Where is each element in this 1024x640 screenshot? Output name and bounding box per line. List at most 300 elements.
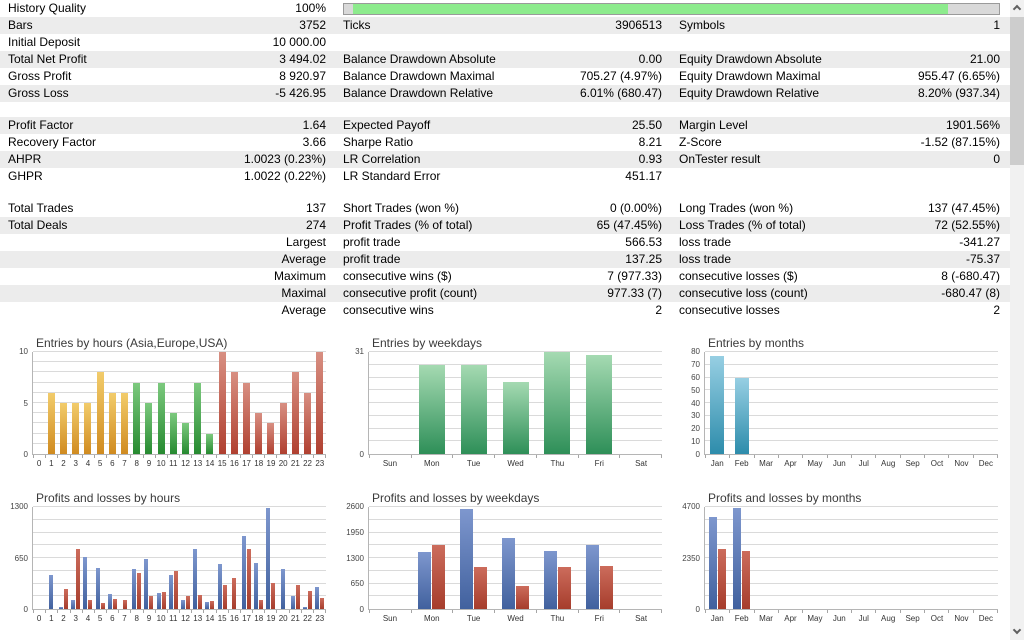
- x-tick-label: 13: [193, 459, 203, 468]
- bar-slot: [289, 352, 301, 454]
- stat-cell: [0, 17, 336, 34]
- stat-label: Profit Factor: [8, 118, 74, 132]
- bars-layer: [705, 507, 998, 609]
- x-axis-labels: [705, 613, 998, 624]
- stats-table: [0, 0, 1010, 319]
- y-tick-label: 10: [691, 437, 700, 447]
- x-tick-label: Feb: [734, 459, 749, 468]
- x-tick-label: 1: [49, 459, 54, 468]
- x-tick-label: Thu: [550, 459, 565, 468]
- stat-value: -341.27: [959, 235, 1000, 249]
- stat-cell: [336, 151, 672, 168]
- bar-slot: [179, 352, 191, 454]
- bar-slot: [900, 352, 924, 454]
- table-row: [0, 251, 1010, 268]
- stat-value: 0: [993, 152, 1000, 166]
- bar: [169, 575, 173, 609]
- stat-label: [672, 168, 679, 185]
- x-tick-label: 19: [266, 459, 276, 468]
- bars-layer: [33, 507, 326, 609]
- bar-slot: [852, 507, 876, 609]
- x-tick-label: Dec: [978, 614, 993, 623]
- plot-area: [368, 352, 662, 455]
- bar-slot: [155, 507, 167, 609]
- stat-label: GHPR: [8, 169, 43, 183]
- charts-grid: [0, 330, 1010, 640]
- x-tick-label: 18: [254, 614, 264, 623]
- progress-bar: [343, 3, 1000, 15]
- stat-cell: [336, 234, 672, 251]
- stat-label: consecutive losses: [679, 303, 780, 317]
- bar: [266, 508, 270, 609]
- bars-layer: [369, 352, 662, 454]
- chart-title: Entries by hours (Asia,Europe,USA): [36, 336, 228, 350]
- y-axis-labels: [336, 347, 368, 459]
- bar: [210, 601, 214, 609]
- stat-label: Expected Payoff: [343, 118, 431, 132]
- y-tick-label: 10: [19, 347, 28, 356]
- bar-slot: [411, 352, 453, 454]
- y-tick-label: 650: [350, 579, 364, 589]
- bar: [254, 563, 258, 609]
- x-tick-label: Sep: [905, 614, 920, 623]
- x-tick-label: 17: [242, 459, 251, 468]
- stat-cell: [336, 117, 672, 134]
- y-tick-label: 2600: [346, 502, 364, 511]
- stat-cell: [672, 168, 1010, 185]
- bar: [218, 564, 222, 609]
- bar: [303, 607, 307, 609]
- chart-entries-by-weekdays: [336, 330, 672, 485]
- bar: [113, 599, 117, 609]
- bar-slot: [277, 507, 289, 609]
- bar-slot: [240, 352, 252, 454]
- y-tick-label: 60: [691, 372, 700, 382]
- bar: [198, 595, 202, 609]
- bar: [181, 600, 185, 609]
- bar-slot: [778, 507, 802, 609]
- stat-value: 137.25: [625, 252, 662, 266]
- bar-slot: [216, 352, 228, 454]
- bar-slot: [729, 352, 753, 454]
- bar: [544, 352, 570, 454]
- bar-slot: [536, 352, 578, 454]
- x-tick-label: Sep: [905, 459, 920, 468]
- stat-value: 1: [993, 18, 1000, 32]
- stat-cell: [0, 134, 336, 151]
- x-tick-label: Nov: [954, 459, 969, 468]
- stat-cell: [336, 85, 672, 102]
- stat-label: Margin Level: [679, 118, 748, 132]
- stat-value: [679, 34, 1010, 51]
- bar-slot: [131, 507, 143, 609]
- stat-cell: [672, 217, 1010, 234]
- bar: [72, 403, 79, 454]
- bar-slot: [314, 352, 326, 454]
- plot-area: [704, 507, 998, 610]
- bar-slot: [369, 507, 411, 609]
- stat-value: 6.01% (680.47): [579, 86, 662, 100]
- stat-label: Balance Drawdown Absolute: [343, 52, 496, 66]
- bar: [182, 423, 189, 454]
- bar-slot: [778, 352, 802, 454]
- vertical-scrollbar[interactable]: [1010, 0, 1024, 640]
- stat-value: 2: [993, 303, 1000, 317]
- stat-cell: [0, 68, 336, 85]
- x-tick-label: 17: [242, 614, 251, 623]
- y-tick-label: 0: [695, 450, 700, 459]
- stat-label: loss trade: [679, 252, 732, 266]
- x-tick-label: Wed: [507, 614, 524, 623]
- bar: [461, 365, 487, 454]
- stat-cell: [336, 251, 672, 268]
- stat-value: 3.66: [302, 135, 326, 149]
- bar-slot: [495, 507, 537, 609]
- y-tick-label: 40: [691, 398, 700, 408]
- stat-cell: [336, 285, 672, 302]
- bar: [123, 600, 127, 609]
- x-tick-label: 20: [278, 614, 288, 623]
- stat-label: Equity Drawdown Maximal: [679, 69, 821, 83]
- plot-area: [704, 352, 998, 455]
- x-tick-label: 7: [122, 459, 127, 468]
- stat-value: [679, 168, 1010, 185]
- bar: [320, 598, 324, 609]
- bar-slot: [204, 507, 216, 609]
- bar: [157, 593, 161, 609]
- bar: [231, 372, 238, 454]
- y-tick-label: 650: [14, 553, 28, 563]
- bar-slot: [705, 352, 729, 454]
- stat-cell: [0, 200, 336, 217]
- x-tick-label: 2: [61, 459, 66, 468]
- bar-slot: [949, 507, 973, 609]
- stat-cell: [0, 34, 336, 51]
- stat-cell: [336, 51, 672, 68]
- bar: [292, 372, 299, 454]
- stat-value: 1.0023 (0.23%): [243, 152, 326, 166]
- x-tick-label: 6: [110, 459, 115, 468]
- stat-label: Total Net Profit: [8, 52, 87, 66]
- bar: [586, 545, 599, 609]
- x-tick-label: Sat: [635, 614, 648, 623]
- x-tick-label: 9: [146, 614, 152, 623]
- y-axis-labels: [672, 347, 704, 459]
- stat-label: Equity Drawdown Absolute: [679, 52, 822, 66]
- bar-slot: [179, 507, 191, 609]
- bar-slot: [314, 507, 326, 609]
- bar: [242, 536, 246, 609]
- x-tick-label: Oct: [930, 614, 944, 623]
- bar: [162, 592, 166, 609]
- stat-cell: [672, 251, 1010, 268]
- chart-title: Profits and losses by months: [708, 491, 862, 505]
- x-tick-label: 4: [85, 614, 91, 623]
- table-row: [0, 117, 1010, 134]
- bar: [219, 352, 226, 454]
- x-tick-label: 10: [156, 459, 166, 468]
- bar: [267, 423, 274, 454]
- y-tick-label: 2350: [682, 553, 700, 563]
- stat-label: History Quality: [8, 1, 87, 15]
- stat-value: 8 (-680.47): [941, 269, 1000, 283]
- table-row: [0, 200, 1010, 217]
- stat-cell: [672, 200, 1010, 217]
- stat-cell: [672, 302, 1010, 319]
- x-tick-label: Tue: [466, 614, 481, 623]
- stat-cell: [0, 302, 336, 319]
- x-tick-label: 12: [181, 614, 190, 623]
- bar-slot: [70, 352, 82, 454]
- stat-value: -75.37: [965, 252, 1000, 266]
- stat-value: 137 (47.45%): [927, 201, 1000, 215]
- stat-value: 10 000.00: [272, 35, 326, 49]
- scrollbar-thumb[interactable]: [1010, 17, 1024, 165]
- stat-value: 1.64: [302, 118, 326, 132]
- x-tick-label: 22: [303, 614, 313, 623]
- x-tick-label: Feb: [734, 614, 749, 623]
- stat-label: consecutive wins: [343, 303, 434, 317]
- bar-slot: [94, 352, 106, 454]
- stat-label: Bars: [8, 18, 33, 32]
- bar-slot: [118, 507, 130, 609]
- section-gap: [0, 185, 1010, 200]
- stat-label: Total Trades: [8, 201, 74, 215]
- stat-value: -5 426.95: [275, 86, 326, 100]
- bar-slot: [620, 352, 662, 454]
- x-tick-label: Sun: [382, 459, 398, 468]
- bar: [432, 545, 445, 609]
- chart-profits-and-losses-by-weekdays: [336, 485, 672, 640]
- x-tick-label: 15: [217, 614, 227, 623]
- stat-value: 3 494.02: [279, 52, 326, 66]
- scroll-down-button[interactable]: [1010, 624, 1024, 640]
- chart-title: Profits and losses by weekdays: [372, 491, 540, 505]
- stat-cell: [336, 200, 672, 217]
- stat-cell: [0, 268, 336, 285]
- stat-label: Total Deals: [8, 218, 68, 232]
- stat-value: Maximum: [273, 269, 326, 283]
- plot-area: [32, 507, 326, 610]
- bar-slot: [803, 507, 827, 609]
- stat-label: [0, 285, 8, 302]
- x-tick-label: 5: [97, 459, 103, 468]
- bar: [132, 569, 136, 609]
- bar-slot: [974, 507, 998, 609]
- table-row: [0, 234, 1010, 251]
- bar-slot: [253, 507, 265, 609]
- bar: [742, 551, 750, 609]
- x-tick-label: 9: [146, 459, 152, 468]
- x-tick-label: May: [807, 614, 823, 623]
- bar: [718, 549, 726, 609]
- x-tick-label: Jul: [858, 614, 869, 623]
- bar-slot: [204, 352, 216, 454]
- x-tick-label: 11: [169, 459, 178, 468]
- y-tick-label: 0: [359, 450, 364, 459]
- chart-profits-and-losses-by-hours: [0, 485, 336, 640]
- y-tick-label: 50: [691, 385, 700, 395]
- stat-value: 566.53: [625, 235, 662, 249]
- stat-label: Sharpe Ratio: [343, 135, 414, 149]
- stat-value: 0.00: [638, 52, 662, 66]
- x-tick-label: 18: [254, 459, 264, 468]
- bar-slot: [33, 352, 45, 454]
- table-row: [0, 68, 1010, 85]
- chart-entries-by-months: [672, 330, 1008, 485]
- bar-slot: [803, 352, 827, 454]
- bar: [600, 566, 613, 609]
- stat-label: Gross Profit: [8, 69, 72, 83]
- bar: [101, 603, 105, 609]
- stat-label: Gross Loss: [8, 86, 69, 100]
- bar-slot: [301, 352, 313, 454]
- stat-value: 8 920.97: [279, 69, 326, 83]
- x-tick-label: Tue: [466, 459, 481, 468]
- table-row: [0, 51, 1010, 68]
- bar-slot: [33, 507, 45, 609]
- bar: [243, 383, 250, 454]
- bar: [76, 549, 80, 609]
- x-tick-label: 0: [36, 459, 42, 468]
- bar-slot: [578, 507, 620, 609]
- stat-cell: [672, 51, 1010, 68]
- bar: [71, 600, 75, 609]
- bar: [316, 352, 323, 454]
- x-tick-label: 14: [205, 459, 215, 468]
- bar: [88, 600, 92, 609]
- bar: [255, 413, 262, 454]
- y-tick-label: 80: [691, 347, 700, 356]
- bar-slot: [827, 507, 851, 609]
- y-tick-label: 0: [359, 605, 364, 614]
- stat-cell: [0, 151, 336, 168]
- x-tick-label: 14: [205, 614, 215, 623]
- bar: [418, 552, 431, 609]
- stat-value: Maximal: [281, 286, 326, 300]
- stat-label: [0, 268, 8, 285]
- stat-cell: [0, 0, 336, 17]
- bar: [60, 403, 67, 454]
- stat-label: profit trade: [343, 252, 401, 266]
- x-tick-label: 7: [122, 614, 127, 623]
- plot-wrap: [0, 347, 336, 459]
- x-tick-label: 16: [229, 459, 239, 468]
- plot-wrap: [672, 502, 1008, 614]
- stat-value: 65 (47.45%): [596, 218, 662, 232]
- bar-slot: [143, 507, 155, 609]
- table-row: [0, 285, 1010, 302]
- y-tick-label: 70: [691, 359, 700, 369]
- x-tick-label: Mon: [424, 614, 440, 623]
- bar: [247, 549, 251, 609]
- x-tick-label: 19: [266, 614, 276, 623]
- x-tick-label: Mar: [759, 614, 773, 623]
- stat-value: -1.52 (87.15%): [920, 135, 1000, 149]
- x-tick-label: Nov: [954, 614, 969, 623]
- bar-slot: [729, 507, 753, 609]
- scroll-up-button[interactable]: [1010, 0, 1024, 16]
- bar-slot: [118, 352, 130, 454]
- bar-slot: [277, 352, 289, 454]
- stat-value: 977.33 (7): [607, 286, 662, 300]
- x-tick-label: 6: [110, 614, 115, 623]
- stat-value: 100%: [295, 1, 326, 15]
- bars-layer: [705, 352, 998, 454]
- stat-label: profit trade: [343, 235, 401, 249]
- bar-slot: [949, 352, 973, 454]
- bar-slot: [70, 507, 82, 609]
- bar: [223, 585, 227, 609]
- x-axis-labels: [369, 613, 662, 624]
- y-tick-label: 31: [355, 347, 364, 356]
- bar-slot: [106, 507, 118, 609]
- stat-value: 0 (0.00%): [609, 201, 662, 215]
- bar-slot: [453, 507, 495, 609]
- table-row: [0, 17, 1010, 34]
- bar-slot: [900, 507, 924, 609]
- stat-cell: [336, 68, 672, 85]
- bar: [158, 383, 165, 454]
- stat-value: 705.27 (4.97%): [579, 69, 662, 83]
- stat-label: Short Trades (won %): [343, 201, 460, 215]
- bar: [194, 383, 201, 454]
- x-tick-label: Jun: [832, 459, 846, 468]
- x-tick-label: 21: [290, 459, 300, 468]
- bar: [109, 393, 116, 454]
- stat-cell: [0, 85, 336, 102]
- stat-value: [343, 34, 672, 51]
- y-axis-labels: [336, 502, 368, 614]
- bar-slot: [265, 507, 277, 609]
- bar: [586, 355, 612, 454]
- y-tick-label: 1300: [346, 553, 364, 563]
- table-row: [0, 134, 1010, 151]
- bar: [502, 538, 515, 609]
- x-tick-label: 12: [181, 459, 190, 468]
- bar: [460, 509, 473, 609]
- bar: [308, 591, 312, 609]
- y-axis-labels: [0, 502, 32, 614]
- stat-value: 72 (52.55%): [934, 218, 1000, 232]
- bar-slot: [754, 352, 778, 454]
- bar: [271, 583, 275, 609]
- stat-label: Long Trades (won %): [679, 201, 794, 215]
- bar-slot: [192, 352, 204, 454]
- bar: [49, 575, 53, 609]
- bar: [280, 403, 287, 454]
- stat-label: consecutive wins ($): [343, 269, 452, 283]
- x-tick-label: 0: [36, 614, 42, 623]
- x-tick-label: Wed: [507, 459, 524, 468]
- bar: [419, 365, 445, 454]
- plot-wrap: [336, 502, 672, 614]
- bar-slot: [228, 507, 240, 609]
- bars-layer: [33, 352, 326, 454]
- stat-cell: [336, 268, 672, 285]
- stat-cell: [336, 217, 672, 234]
- plot-area: [32, 352, 326, 455]
- bar-slot: [925, 507, 949, 609]
- x-tick-label: Sat: [635, 459, 648, 468]
- bar: [735, 378, 749, 455]
- stat-cell: [672, 151, 1010, 168]
- stat-label: Symbols: [679, 18, 726, 32]
- stat-label: Recovery Factor: [8, 135, 97, 149]
- stat-label: Balance Drawdown Relative: [343, 86, 494, 100]
- bar-slot: [45, 352, 57, 454]
- x-tick-label: Aug: [881, 459, 896, 468]
